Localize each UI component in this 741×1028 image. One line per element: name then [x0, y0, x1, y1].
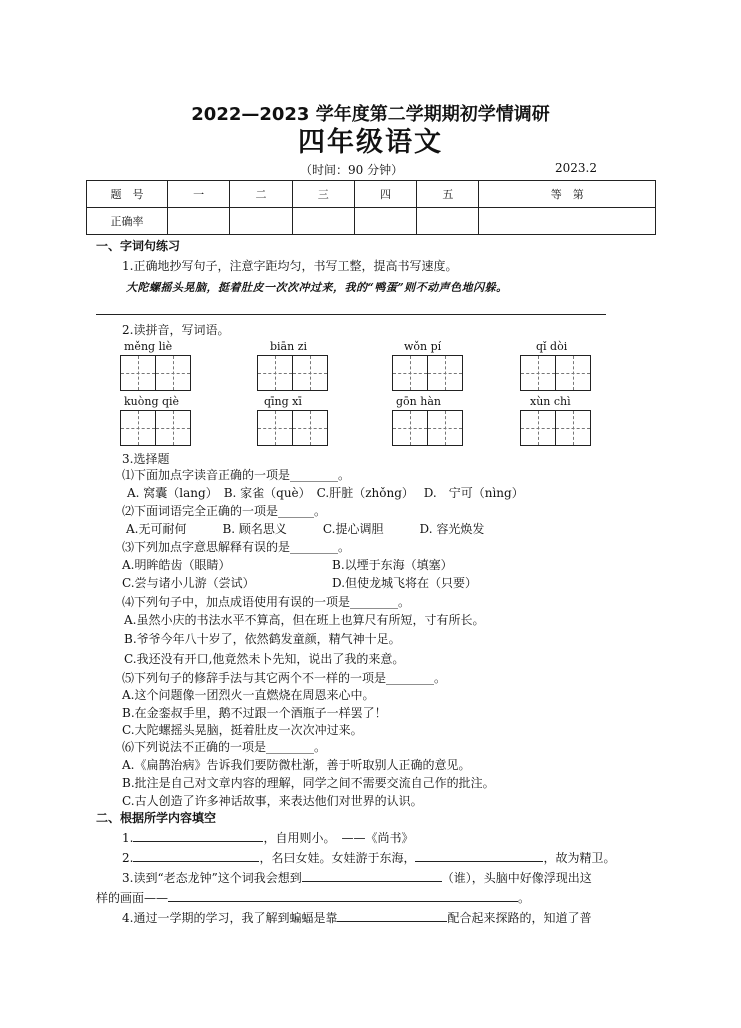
- exam-subject: 四年级语文: [298, 127, 443, 158]
- fill-text: ，名曰女娃。女娃游于东海，: [259, 851, 416, 865]
- fill-blank[interactable]: [168, 889, 518, 902]
- copy-sentence: 大陀螺摇头晃脑，挺着肚皮一次次冲过来，我的“鸭蛋”则不动声色地闪躲。: [126, 281, 508, 294]
- fill-question: [96, 889, 530, 906]
- exam-title: 2022—2023 学年度第二学期期初学情调研: [191, 104, 550, 125]
- copy-answer-line[interactable]: [96, 314, 606, 315]
- choice-options: A.无可耐何 B. 顾名思义 C.提心调胆 D. 容光焕发: [126, 522, 485, 536]
- pinyin-label: wǒn pí: [404, 340, 442, 353]
- score-cell[interactable]: [292, 208, 354, 235]
- pinyin-label: kuòng qiè: [124, 395, 180, 408]
- writing-grid[interactable]: [392, 355, 463, 391]
- score-header-cell: 题 号: [87, 181, 168, 208]
- pinyin-label: qīng xī: [264, 395, 302, 408]
- score-header-cell: 等 第: [479, 181, 656, 208]
- pinyin-label: gōn hàn: [396, 395, 441, 408]
- fill-text: ，自用则小。 ——《尚书》: [263, 831, 414, 845]
- writing-grid[interactable]: [520, 355, 591, 391]
- writing-grid[interactable]: [120, 410, 191, 446]
- fill-text: 1.: [122, 831, 134, 845]
- fill-text: 4.通过一学期的学习，我了解到蝙蝠是靠: [122, 911, 338, 925]
- choice-question: ⑸下列句子的修辞手法与其它两个不一样的一项是________。: [122, 671, 447, 685]
- score-table: [86, 180, 656, 235]
- pinyin-label: qǐ dòi: [536, 340, 568, 353]
- choice-question: ⑹下列说法不正确的一项是________。: [122, 740, 327, 754]
- choice-option: C.古人创造了许多神话故事，来表达他们对世界的认识。: [122, 794, 423, 808]
- score-header-cell: 三: [292, 181, 354, 208]
- writing-grid[interactable]: [120, 355, 191, 391]
- fill-text: 配合起来探路的，知道了普: [447, 911, 592, 925]
- pinyin-label: biān zi: [270, 340, 308, 353]
- pinyin-label: měng liè: [124, 340, 173, 353]
- writing-grid[interactable]: [257, 355, 328, 391]
- score-cell[interactable]: [479, 208, 656, 235]
- fill-blank[interactable]: [415, 849, 543, 862]
- score-header-cell: 五: [417, 181, 479, 208]
- choice-option: B.在金銮叔手里，鹅不过跟一个酒瓶子一样罢了！: [122, 706, 387, 720]
- fill-text: ，故为精卫。: [543, 851, 616, 865]
- section-1-heading: 一、字词句练习: [96, 239, 181, 253]
- choice-option: A.这个问题像一团烈火一直燃烧在周恩来心中。: [122, 688, 375, 702]
- fill-blank[interactable]: [133, 849, 259, 862]
- fill-blank[interactable]: [302, 869, 442, 882]
- fill-text: 2.: [122, 851, 134, 865]
- fill-blank[interactable]: [337, 909, 447, 922]
- choice-option: C.尝与诸小儿游（尝试）: [122, 576, 255, 590]
- section-2-heading: 二、根据所学内容填空: [96, 811, 217, 825]
- writing-grid[interactable]: [257, 410, 328, 446]
- choice-options: A. 窝囊（lang） B. 家雀（què） C.肝脏（zhǒng） D. 宁可（nìng）: [127, 486, 524, 500]
- fill-question: [122, 869, 592, 886]
- question-3: 3.选择题: [122, 452, 170, 466]
- fill-text: 样的画面——: [96, 891, 169, 905]
- fill-blank[interactable]: [133, 829, 263, 842]
- pinyin-label: xùn chì: [530, 395, 571, 408]
- score-cell[interactable]: [230, 208, 292, 235]
- score-row-label: 正确率: [87, 208, 168, 235]
- choice-option: C.大陀螺摇头晃脑，挺着肚皮一次次冲过来。: [122, 723, 363, 737]
- choice-question: ⑵下面词语完全正确的一项是______。: [122, 504, 327, 518]
- score-value-row: [87, 208, 656, 235]
- score-cell[interactable]: [168, 208, 230, 235]
- writing-grid[interactable]: [520, 410, 591, 446]
- choice-option: B.爷爷今年八十岁了，依然鹤发童颜，精气神十足。: [124, 632, 401, 646]
- choice-option: A.明眸皓齿（眼睛）: [122, 558, 231, 572]
- score-header-row: [87, 181, 656, 208]
- choice-option: A.虽然小庆的书法水平不算高，但在班上也算尺有所短，寸有所长。: [124, 613, 485, 627]
- fill-question: [122, 909, 591, 926]
- choice-question: ⑴下面加点字读音正确的一项是________。: [122, 468, 351, 482]
- fill-question: [122, 829, 413, 846]
- exam-date: 2023.2: [555, 161, 597, 175]
- score-header-cell: 一: [168, 181, 230, 208]
- question-1: 1.正确地抄写句子，注意字距均匀，书写工整，提高书写速度。: [122, 259, 458, 273]
- fill-text: 。: [518, 891, 531, 905]
- score-cell[interactable]: [354, 208, 416, 235]
- choice-question: ⑶下列加点字意思解释有误的是________。: [122, 540, 351, 554]
- choice-option: A.《扁鹊治病》告诉我们要防微杜渐，善于听取别人正确的意见。: [122, 758, 471, 772]
- fill-text: 3.读到“老态龙钟”这个词我会想到: [122, 871, 302, 885]
- choice-option: C.我还没有开口,他竟然未卜先知，说出了我的来意。: [124, 652, 405, 666]
- choice-option: B.以堙于东海（填塞）: [332, 558, 453, 572]
- writing-grid[interactable]: [392, 410, 463, 446]
- fill-question: [122, 849, 615, 866]
- exam-time: （时间：90 分钟）: [300, 163, 404, 177]
- score-header-cell: 二: [230, 181, 292, 208]
- choice-option: B.批注是自己对文章内容的理解，同学之间不需要交流自己作的批注。: [122, 776, 495, 790]
- choice-option: D.但使龙城飞将在（只要）: [332, 576, 478, 590]
- score-cell[interactable]: [417, 208, 479, 235]
- score-header-cell: 四: [354, 181, 416, 208]
- choice-question: ⑷下列句子中，加点成语使用有误的一项是________。: [122, 595, 411, 609]
- fill-text: （谁），头脑中好像浮现出这: [441, 871, 592, 885]
- question-2: 2.读拼音，写词语。: [122, 323, 230, 337]
